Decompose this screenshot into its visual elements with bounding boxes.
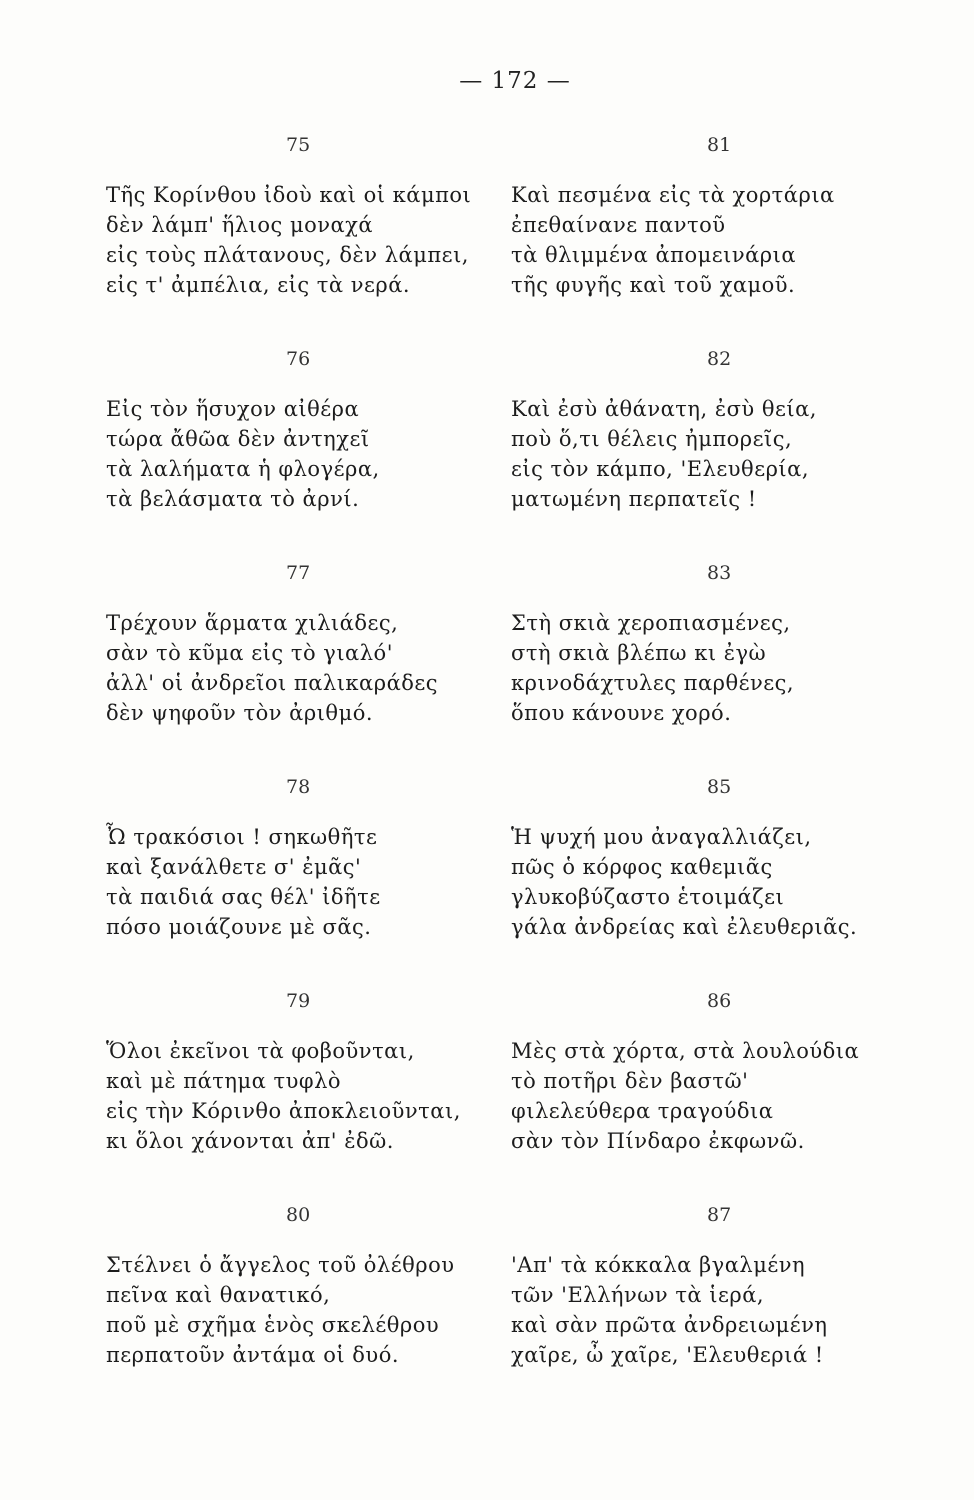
verse-line: ματωμένη περπατεῖς !: [511, 487, 757, 511]
stanza: [511, 558, 931, 772]
stanza-number: 78: [286, 776, 311, 798]
verse-line: χαῖρε, ὦ χαῖρε, 'Ελευθεριά !: [511, 1343, 824, 1367]
verse-line: Ὅλοι ἐκεῖνοι τὰ φοβοῦνται,: [106, 1039, 415, 1063]
stanza-number: 80: [286, 1204, 311, 1226]
verse-line: κι ὅλοι χάνονται ἀπ' ἐδῶ.: [106, 1129, 394, 1153]
verse-line: ὅπου κάνουνε χορό.: [511, 701, 732, 725]
stanza-number: 82: [707, 348, 732, 370]
verse-line: τὰ θλιμμένα ἀπομεινάρια: [511, 243, 797, 267]
verse-line: τώρα ἄθῶα δὲν ἀντηχεῖ: [106, 427, 370, 451]
left-column: [106, 130, 506, 1414]
stanza: [511, 130, 931, 344]
verse-line: Στέλνει ὁ ἄγγελος τοῦ ὀλέθρου: [106, 1253, 455, 1277]
stanza-number: 87: [707, 1204, 732, 1226]
stanza-number: 83: [707, 562, 732, 584]
verse-line: ἀλλ' οἱ ἀνδρεῖοι παλικαράδες: [106, 671, 439, 695]
verse-line: εἰς τὴν Κόρινθο ἀποκλειοῦνται,: [106, 1099, 461, 1123]
verse-line: τὸ ποτῆρι δὲν βαστῶ': [511, 1069, 749, 1093]
verse-line: εἰς τ' ἀμπέλια, εἰς τὰ νερά.: [106, 273, 411, 297]
stanza: [511, 1200, 931, 1414]
stanza-text: [106, 394, 506, 514]
verse-line: εἰς τοὺς πλάτανους, δὲν λάμπει,: [106, 243, 469, 267]
stanza-number: 81: [707, 134, 732, 156]
stanza-text: [511, 822, 931, 942]
stanza: [106, 986, 506, 1200]
verse-line: σὰν τὸν Πίνδαρο ἐκφωνῶ.: [511, 1129, 805, 1153]
verse-line: κρινοδάχτυλες παρθένες,: [511, 671, 795, 695]
stanza-text: [511, 1250, 931, 1370]
verse-line: Τρέχουν ἅρματα χιλιάδες,: [106, 611, 399, 635]
stanza-number: 85: [707, 776, 732, 798]
verse-line: καὶ ξανάλθετε σ' ἐμᾶς': [106, 855, 362, 879]
verse-line: Ὦ τρακόσιοι ! σηκωθῆτε: [106, 825, 378, 849]
stanza-number: 86: [707, 990, 732, 1012]
stanza-text: [511, 608, 931, 728]
stanza: [511, 986, 931, 1200]
verse-line: ποῦ μὲ σχῆμα ἑνὸς σκελέθρου: [106, 1313, 440, 1337]
stanza-text: [106, 1036, 506, 1156]
verse-line: στὴ σκιὰ βλέπω κι ἐγὼ: [511, 641, 767, 665]
verse-line: τῆς φυγῆς καὶ τοῦ χαμοῦ.: [511, 273, 796, 297]
verse-line: Εἰς τὸν ἥσυχον αἰθέρα: [106, 397, 360, 421]
verse-line: δὲν λάμπ' ἥλιος μοναχά: [106, 213, 374, 237]
verse-line: φιλελεύθερα τραγούδια: [511, 1099, 774, 1123]
verse-line: σὰν τὸ κῦμα εἰς τὸ γιαλό': [106, 641, 393, 665]
page-number: — 172 —: [459, 68, 571, 94]
stanza: [106, 1200, 506, 1414]
stanza: [106, 558, 506, 772]
verse-line: περπατοῦν ἀντάμα οἱ δυό.: [106, 1343, 400, 1367]
stanza: [106, 772, 506, 986]
verse-line: εἰς τὸν κάμπο, 'Ελευθερία,: [511, 457, 810, 481]
verse-line: Τῆς Κορίνθου ἰδοὺ καὶ οἱ κάμποι: [106, 183, 472, 207]
stanza-number: 79: [286, 990, 311, 1012]
verse-line: καὶ σὰν πρῶτα ἀνδρειωμένη: [511, 1313, 828, 1337]
verse-line: Μὲς στὰ χόρτα, στὰ λουλούδια: [511, 1039, 860, 1063]
verse-line: Καὶ πεσμένα εἰς τὰ χορτάρια: [511, 183, 835, 207]
verse-line: τὰ λαλήματα ἡ φλογέρα,: [106, 457, 380, 481]
verse-line: 'Απ' τὰ κόκκαλα βγαλμένη: [511, 1253, 806, 1277]
stanza-text: [511, 180, 931, 300]
stanza-number: 75: [286, 134, 311, 156]
verse-line: τῶν 'Ελλήνων τὰ ἱερά,: [511, 1283, 765, 1307]
stanza-text: [511, 1036, 931, 1156]
verse-line: Καὶ ἐσὺ ἀθάνατη, ἐσὺ θεία,: [511, 397, 817, 421]
stanza-text: [106, 822, 506, 942]
verse-line: ποὺ ὅ,τι θέλεις ἠμπορεῖς,: [511, 427, 793, 451]
right-column: [511, 130, 931, 1414]
stanza: [511, 344, 931, 558]
stanza-number: 76: [286, 348, 311, 370]
verse-line: Ἡ ψυχή μου ἀναγαλλιάζει,: [511, 825, 812, 849]
verse-line: πόσο μοιάζουνε μὲ σᾶς.: [106, 915, 372, 939]
verse-line: τὰ παιδιά σας θέλ' ἰδῆτε: [106, 885, 381, 909]
verse-line: τὰ βελάσματα τὸ ἀρνί.: [106, 487, 360, 511]
stanza-text: [511, 394, 931, 514]
stanza-text: [106, 608, 506, 728]
stanza: [106, 344, 506, 558]
stanza-number: 77: [286, 562, 311, 584]
verse-line: καὶ μὲ πάτημα τυφλὸ: [106, 1069, 342, 1093]
stanza-text: [106, 1250, 506, 1370]
stanza: [106, 130, 506, 344]
verse-line: πῶς ὁ κόρφος καθεμιᾶς: [511, 855, 773, 879]
verse-line: γλυκοβύζαστο ἑτοιμάζει: [511, 885, 785, 909]
verse-line: γάλα ἀνδρείας καὶ ἐλευθεριᾶς.: [511, 915, 858, 939]
stanza: [511, 772, 931, 986]
verse-line: δὲν ψηφοῦν τὸν ἀριθμό.: [106, 701, 374, 725]
verse-line: Στὴ σκιὰ χεροπιασμένες,: [511, 611, 791, 635]
verse-line: ἐπεθαίνανε παντοῦ: [511, 213, 726, 237]
stanza-text: [106, 180, 506, 300]
verse-line: πεῖνα καὶ θανατικό,: [106, 1283, 331, 1307]
